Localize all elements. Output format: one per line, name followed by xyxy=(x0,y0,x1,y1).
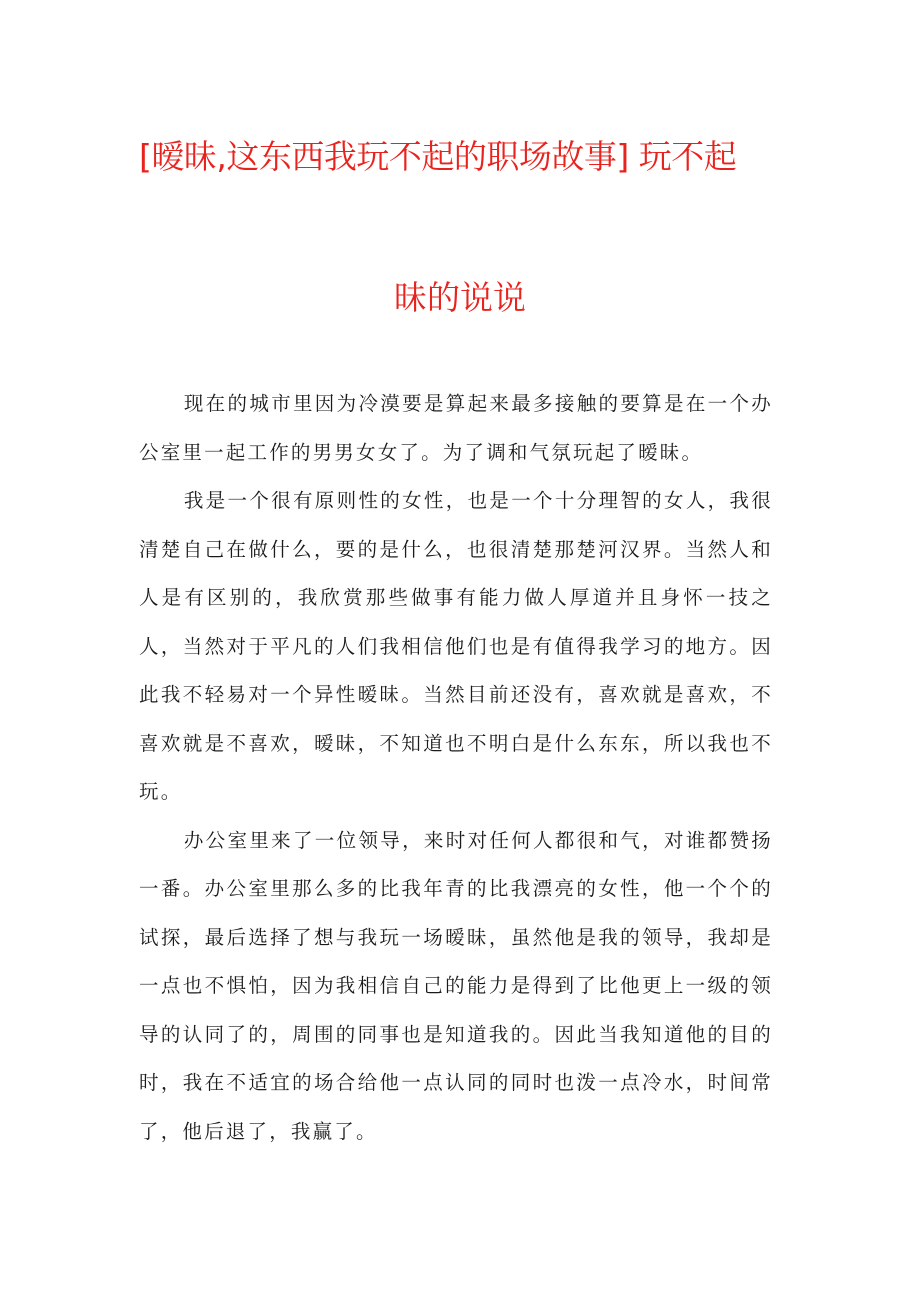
document-title: [暧昧,这东西我玩不起的职场故事] 玩不起 xyxy=(139,137,737,176)
paragraph: 办公室里来了一位领导，来时对任何人都很和气，对谁都赞扬一番。办公室里那么多的比我年青的比我漂亮的女性，他一个个的试探，最后选择了想与我玩一场暧昧，虽然他是我的领导，我却是一点也不惧怕，因为我相信自己的能力是得到了比他更上一级的领导的认同了的，周围的同事也是知道我的。因此当我知道他的目的时，我在不适宜的场合给他一点认同的同时也泼一点冷水，时间常了，他后退了，我赢了。 xyxy=(139,828,773,1143)
document-title-continuation: 昧的说说 xyxy=(394,278,526,317)
document-body xyxy=(139,380,773,1156)
paragraph: 现在的城市里因为冷漠要是算起来最多接触的要算是在一个办公室里一起工作的男男女女了。为了调和气氛玩起了暧昧。 xyxy=(139,392,773,464)
paragraph: 我是一个很有原则性的女性，也是一个十分理智的女人，我很清楚自己在做什么，要的是什么，也很清楚那楚河汉界。当然人和人是有区别的，我欣赏那些做事有能力做人厚道并且身怀一技之人，当然对于平凡的人们我相信他们也是有值得我学习的地方。因此我不轻易对一个异性暧昧。当然目前还没有，喜欢就是喜欢，不喜欢就是不喜欢，暧昧，不知道也不明白是什么东东，所以我也不玩。 xyxy=(139,489,773,803)
